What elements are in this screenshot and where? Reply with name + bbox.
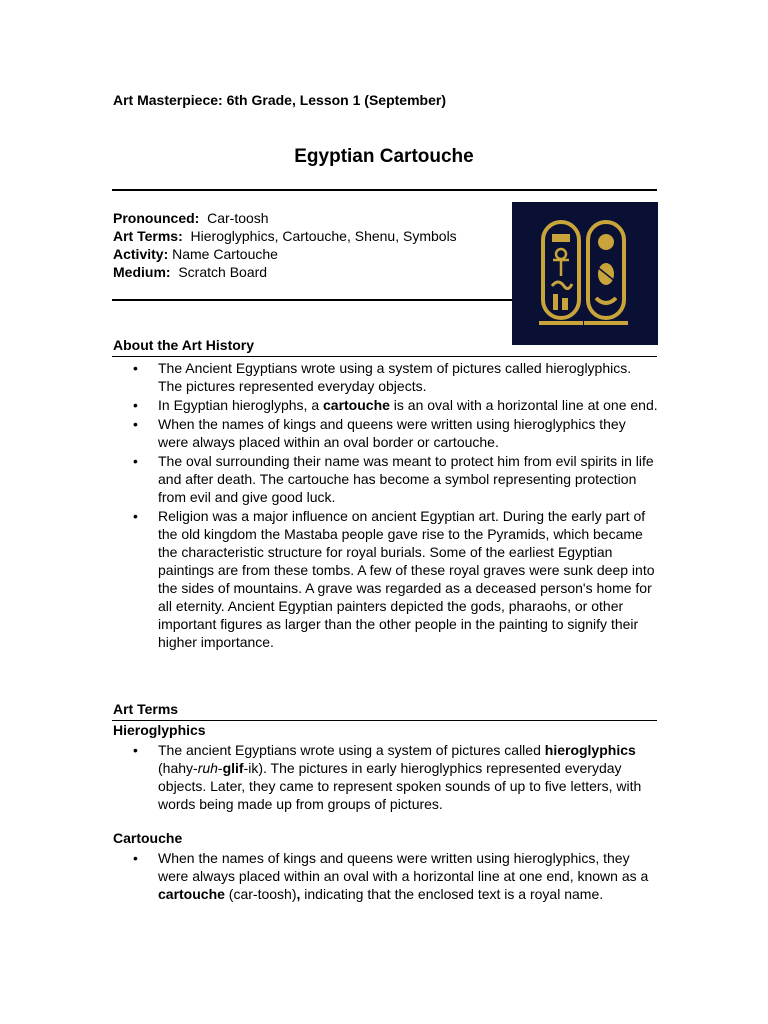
history-item-2-prefix: In Egyptian hieroglyphs, a xyxy=(158,397,323,413)
pronounced-label: Pronounced: xyxy=(113,210,200,226)
art-terms-heading: Art Terms xyxy=(113,701,179,717)
lesson-header: Art Masterpiece: 6th Grade, Lesson 1 (September) xyxy=(113,92,446,108)
cartouche-image xyxy=(512,202,658,345)
pron-close: -ik). xyxy=(243,760,267,776)
hieroglyphics-heading: Hieroglyphics xyxy=(113,722,206,738)
divider-top xyxy=(112,189,657,191)
cartouche-heading: Cartouche xyxy=(113,830,183,846)
list-item xyxy=(113,741,658,813)
pron-open: (hahy- xyxy=(158,760,198,776)
activity-value: Name Cartouche xyxy=(172,246,278,262)
history-item-2-rest: is an oval with a horizontal line at one end. xyxy=(389,397,658,413)
lesson-info xyxy=(113,209,457,281)
cartouche-list xyxy=(113,849,658,904)
cartouche-rest: indicating that the enclosed text is a royal name. xyxy=(300,886,604,902)
history-heading: About the Art History xyxy=(113,337,255,353)
list-item: • The oval surrounding their name was meant to protect him from evil spirits in life and after death. The cartouche has become a symbol representing protection from evil and give good luck. xyxy=(113,452,658,506)
hieroglyphics-term: hieroglyphics xyxy=(544,742,636,758)
pron-bold: glif xyxy=(222,760,244,776)
medium-label: Medium: xyxy=(113,264,171,280)
divider-history xyxy=(112,356,657,357)
pronounced-value: Car-toosh xyxy=(207,210,269,226)
history-item-2-term: cartouche xyxy=(323,397,390,413)
divider-terms xyxy=(112,720,657,721)
list-item xyxy=(113,396,658,414)
hieroglyphics-list xyxy=(113,741,658,814)
art-terms-label: Art Terms: xyxy=(113,228,183,244)
list-item: • When the names of kings and queens were written using hieroglyphics they were always placed within an oval border or cartouche. xyxy=(113,415,658,451)
pron-dash: - xyxy=(217,760,223,776)
pronounced-line xyxy=(113,209,457,227)
cartouche-intro: When the names of kings and queens were written using hieroglyphics, they were always placed within an oval with a horizontal line at one end, known as a xyxy=(158,850,649,884)
hieroglyphics-intro: The ancient Egyptians wrote using a system of pictures called xyxy=(158,742,541,758)
page-title: Egyptian Cartouche xyxy=(294,146,474,167)
medium-value: Scratch Board xyxy=(178,264,268,280)
activity-label: Activity: xyxy=(113,246,169,262)
hieroglyphics-rest: The pictures in early hieroglyphics represented everyday objects. Later, they came to represent spoken sounds of up to five letters, with words being made up from groups of pictures. xyxy=(158,760,642,812)
divider-info xyxy=(112,299,512,301)
list-item xyxy=(113,849,658,903)
cartouche-term: cartouche xyxy=(158,886,225,902)
history-list xyxy=(113,359,658,652)
cartouche-pron: (car-toosh) xyxy=(224,886,297,902)
art-terms-line xyxy=(113,227,457,245)
list-item: • Religion was a major influence on ancient Egyptian art. During the early part of the old kingdom the Mastaba people gave rise to the Pyramids, which became the characteristic structure for royal burials. Some of the earliest Egyptian paintings are from these tombs. A few of these royal graves were sunk deep into the sides of mountains. A grave was regarded as a deceased person's home for all eternity. Ancient Egyptian painters depicted the gods, pharaohs, or other important figures as larger than the other people in the painting to signify their higher importance. xyxy=(113,507,658,651)
list-item: • The Ancient Egyptians wrote using a system of pictures called hieroglyphics. The pictures represented everyday objects. xyxy=(113,359,658,395)
pron-italic: ruh xyxy=(197,760,218,776)
activity-line xyxy=(113,245,457,263)
cartouche-illustration xyxy=(512,202,658,345)
cartouche-comma: , xyxy=(296,886,301,902)
art-terms-value: Hieroglyphics, Cartouche, Shenu, Symbols xyxy=(190,228,457,244)
medium-line xyxy=(113,263,457,281)
